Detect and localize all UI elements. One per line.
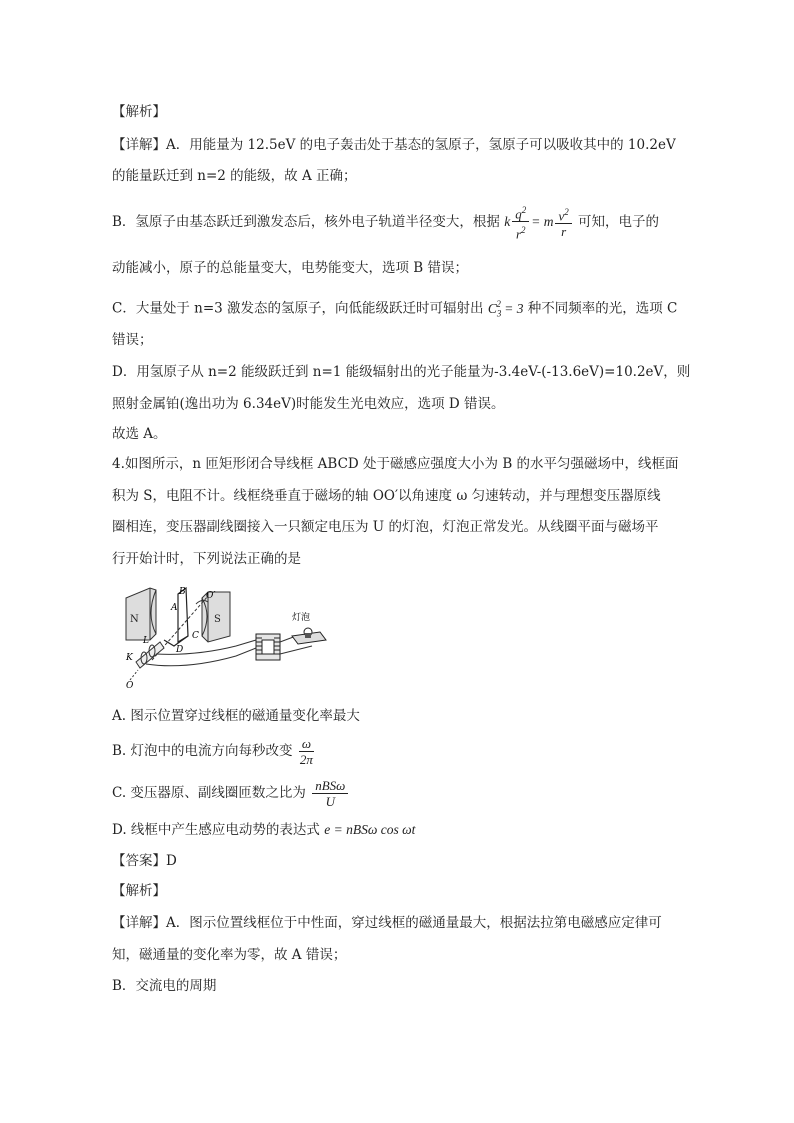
detail-a-line1: 【详解】A．用能量为 12.5eV 的电子轰击处于基态的氢原子，氢原子可以吸收其中的 10.2eV [112, 137, 676, 153]
generator-figure [116, 584, 332, 694]
option-c-formula: $\frac{\text{nBSω}}{U}$ [310, 785, 350, 800]
option-a: A. 图示位置穿过线框的磁通量变化率最大 [112, 708, 360, 724]
option-b-formula: $\frac{\omega}{2\pi}$ [299, 735, 313, 767]
answer-detail-a-line1: 【详解】A．图示位置线框位于中性面，穿过线框的磁通量最大，根据法拉第电磁感应定律可 [112, 915, 662, 931]
option-d [112, 820, 415, 840]
coulomb-formula: k $\frac{q^2}{r^2}$ = m $\frac{v^2}{r}$ [504, 214, 574, 229]
label-lamp: 灯泡 [292, 613, 311, 623]
answer-label: 【答案】D [112, 853, 177, 869]
option-c-text: C. 变压器原、副线圈匝数之比为 [112, 785, 306, 801]
option-b [112, 733, 316, 769]
detail-b-line1 [112, 203, 659, 243]
question4-line3: 圈相连，变压器副线圈接入一只额定电压为 U 的灯泡，灯泡正常发光。从线圈平面与磁场平 [112, 519, 659, 535]
option-c [112, 775, 350, 811]
answer-detail-a-line2: 知，磁通量的变化率为零，故 A 错误； [112, 947, 347, 963]
answer-analysis-heading: 【解析】 [112, 883, 166, 899]
detail-d-line2: 照射金属铂(逸出功为 6.34eV)时能发生光电效应，选项 D 错误。 [112, 396, 505, 412]
question4-line2: 积为 S，电阻不计。线框绕垂直于磁场的轴 OO′以角速度 ω 匀速转动，并与理想变压器原线 [112, 488, 661, 504]
detail-c-line2: 错误； [112, 332, 153, 348]
label-d: D [176, 645, 184, 655]
choose-answer: 故选 A。 [112, 426, 167, 442]
label-o-prime: O′ [206, 591, 216, 601]
option-b-text: B. 灯泡中的电流方向每秒改变 [112, 743, 293, 759]
label-b: B [179, 587, 186, 597]
label-c: C [192, 631, 199, 641]
question4-line1: 4.如图所示，n 匝矩形闭合导线框 ABCD 处于磁感应强度大小为 B 的水平匀强磁场中，线框面 [112, 456, 679, 472]
combination-formula: $C_3^2 = 3$ [487, 299, 524, 319]
label-k: K [126, 653, 133, 663]
detail-b-text: B．氢原子由基态跃迁到激发态后，核外电子轨道半径变大，根据 [112, 213, 500, 230]
detail-c-tail: 种不同频率的光，选项 C [527, 300, 678, 317]
label-s: S [214, 614, 221, 625]
detail-a-line2: 的能量跃迁到 n=2 的能级，故 A 正确； [112, 168, 357, 184]
option-d-text: D. 线框中产生感应电动势的表达式 [112, 822, 320, 838]
detail-c-line1 [112, 294, 677, 323]
detail-d-line1: D．用氢原子从 n=2 能级跃迁到 n=1 能级辐射出的光子能量为-3.4eV-(-13.6eV)=10.2eV，则 [112, 364, 691, 380]
detail-b-tail: 可知，电子的 [578, 213, 660, 230]
detail-b-line2: 动能减小，原子的总能量变大，电势能变大，选项 B 错误； [112, 260, 469, 276]
option-d-formula: e = nBSω cos ωt [324, 822, 416, 837]
label-a: A [171, 603, 178, 613]
label-o: O [126, 681, 134, 691]
analysis-heading: 【解析】 [112, 104, 166, 120]
detail-c-text: C．大量处于 n=3 激发态的氢原子，向低能级跃迁时可辐射出 [112, 300, 484, 317]
label-l: L [143, 636, 149, 646]
question4-line4: 行开始计时，下列说法正确的是 [112, 551, 301, 567]
answer-detail-b-line1: B．交流电的周期 [112, 978, 217, 994]
label-n: N [130, 614, 139, 625]
